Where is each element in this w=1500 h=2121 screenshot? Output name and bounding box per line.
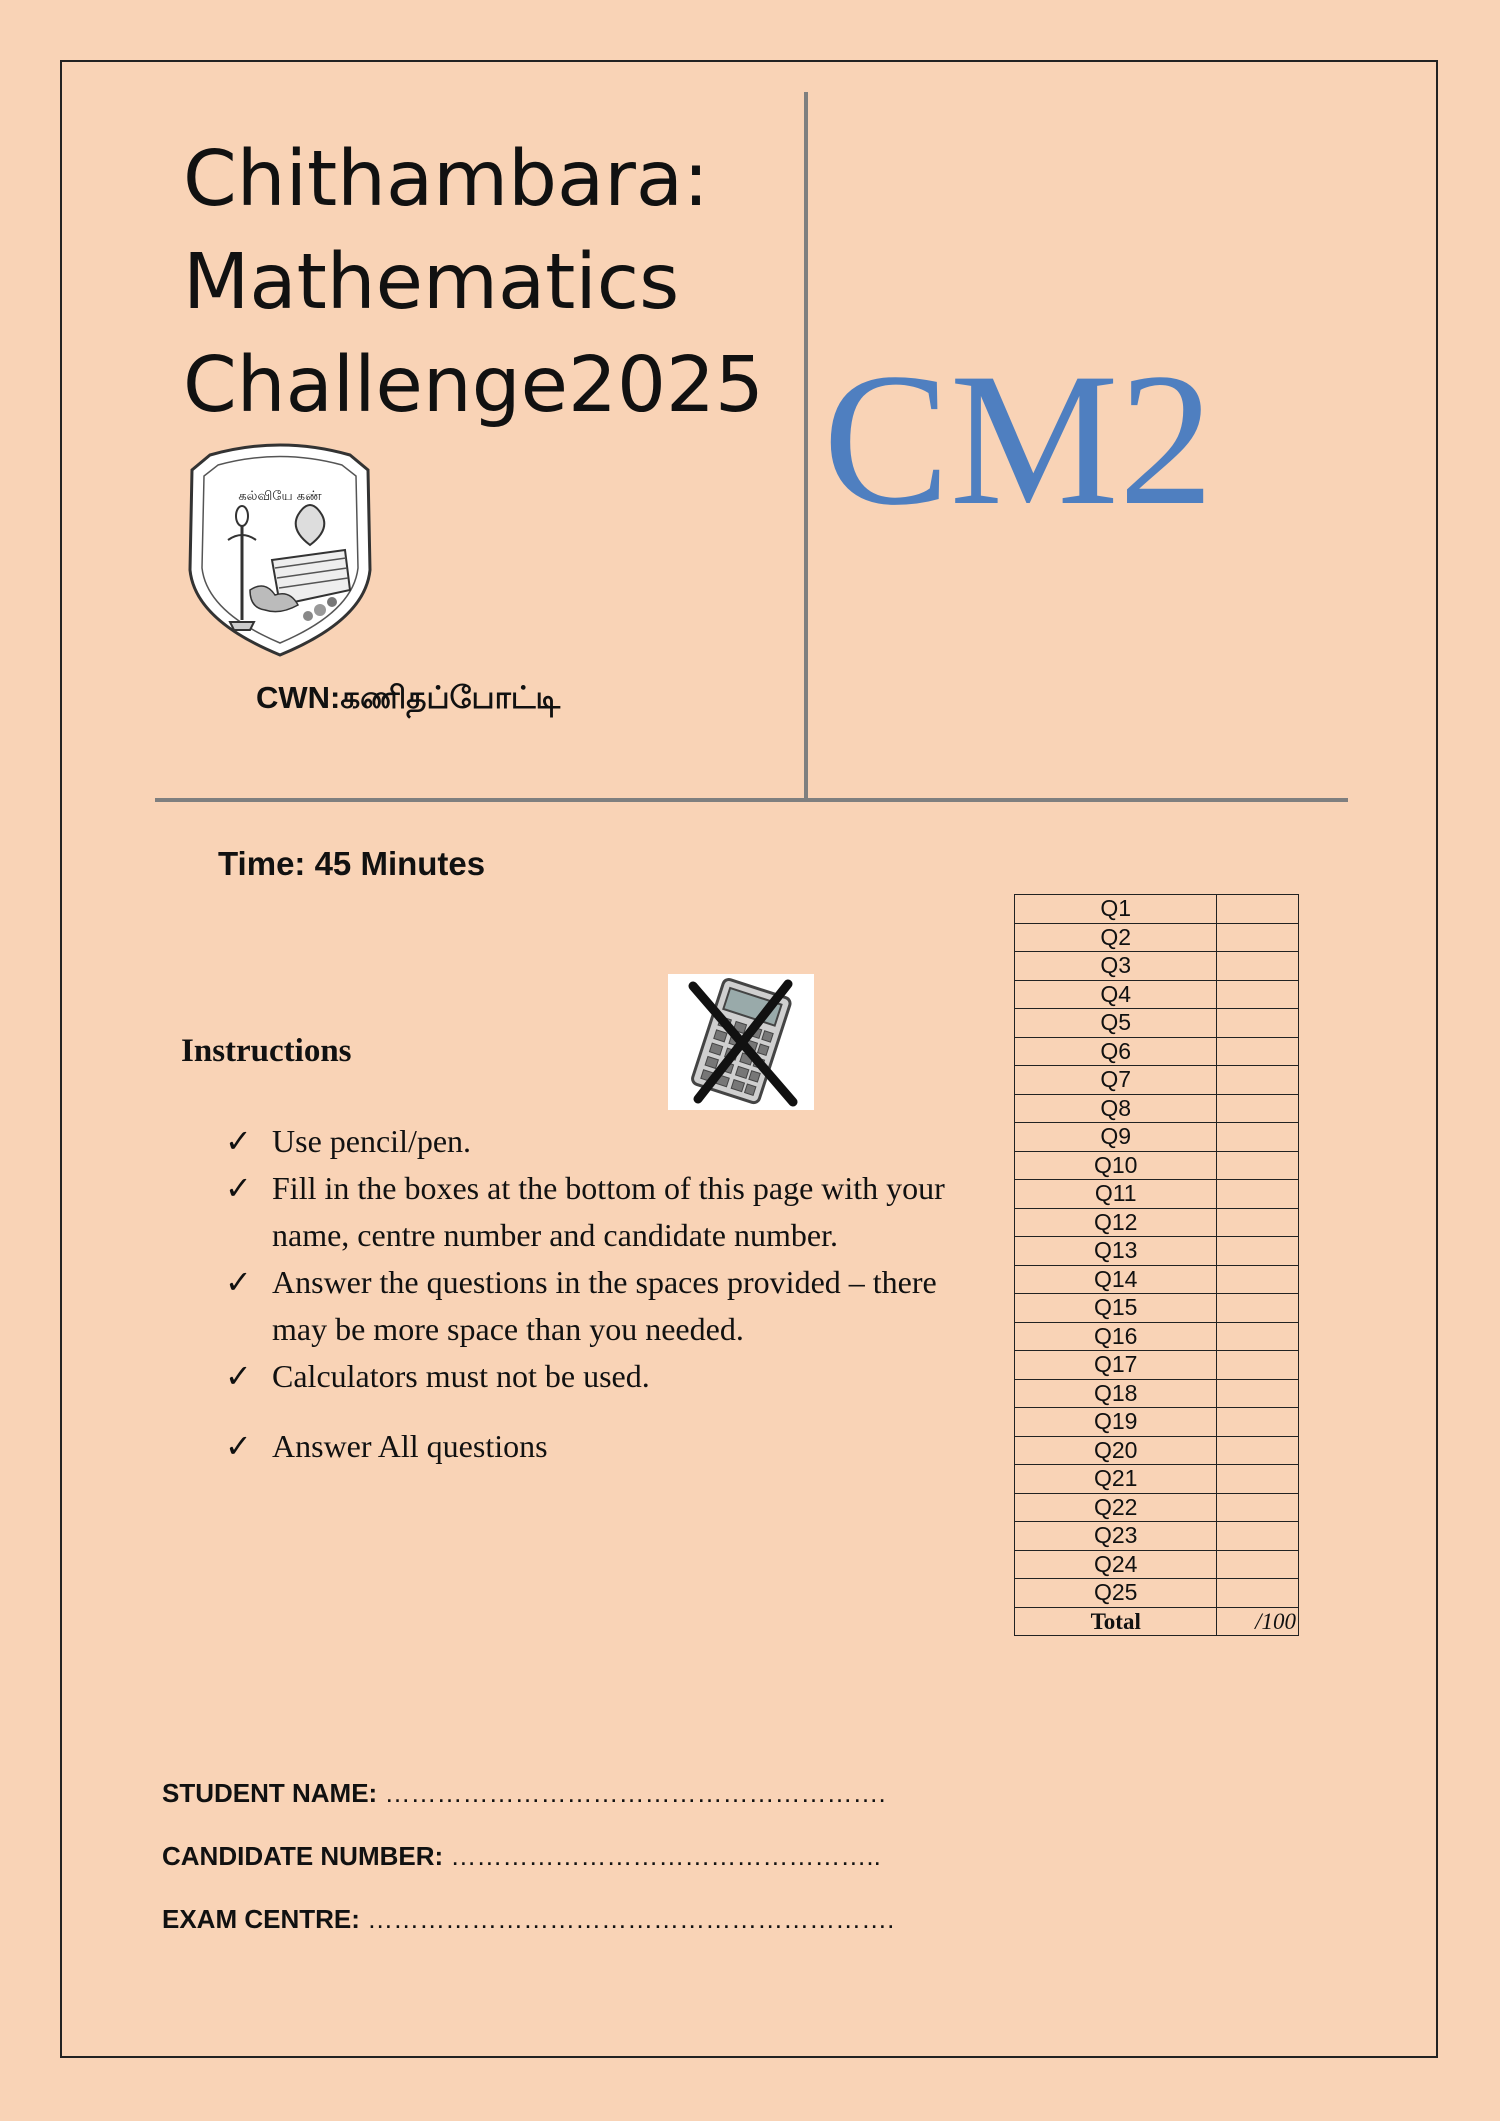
question-label: Q25 <box>1015 1579 1217 1608</box>
mark-cell[interactable] <box>1217 1265 1299 1294</box>
marks-row <box>1015 1465 1299 1494</box>
mark-cell[interactable] <box>1217 1094 1299 1123</box>
question-label: Q20 <box>1015 1436 1217 1465</box>
marks-row <box>1015 1094 1299 1123</box>
competition-subtitle: CWN:கணிதப்போட்டி <box>256 680 561 715</box>
student-name-field[interactable] <box>162 1778 894 1841</box>
instruction-text: Fill in the boxes at the bottom of this page with your name, centre number and candidate number. <box>272 1170 945 1253</box>
marks-row <box>1015 1237 1299 1266</box>
marks-row <box>1015 1294 1299 1323</box>
exam-centre-label: EXAM CENTRE: <box>162 1904 360 1934</box>
mark-cell[interactable] <box>1217 1066 1299 1095</box>
marks-row <box>1015 952 1299 981</box>
total-value[interactable]: /100 <box>1217 1607 1299 1636</box>
question-label: Q18 <box>1015 1379 1217 1408</box>
instruction-text: Calculators must not be used. <box>272 1358 650 1394</box>
mark-cell[interactable] <box>1217 923 1299 952</box>
mark-cell[interactable] <box>1217 1151 1299 1180</box>
time-allowed: Time: 45 Minutes <box>218 845 486 882</box>
question-label: Q13 <box>1015 1237 1217 1266</box>
marks-row <box>1015 1579 1299 1608</box>
mark-cell[interactable] <box>1217 1379 1299 1408</box>
mark-cell[interactable] <box>1217 1208 1299 1237</box>
question-label: Q10 <box>1015 1151 1217 1180</box>
marks-table <box>1014 894 1299 1636</box>
exam-title-line-1: Chithambara: <box>183 135 709 224</box>
marks-row <box>1015 1379 1299 1408</box>
exam-title-line-3: Challenge2025 <box>183 341 764 430</box>
instruction-text: Answer All questions <box>272 1428 548 1464</box>
mark-cell[interactable] <box>1217 1294 1299 1323</box>
question-label: Q8 <box>1015 1094 1217 1123</box>
marks-row <box>1015 1151 1299 1180</box>
mark-cell[interactable] <box>1217 1465 1299 1494</box>
question-label: Q15 <box>1015 1294 1217 1323</box>
exam-title <box>183 128 823 437</box>
marks-row <box>1015 1208 1299 1237</box>
mark-cell[interactable] <box>1217 1550 1299 1579</box>
question-label: Q1 <box>1015 895 1217 924</box>
marks-row <box>1015 1436 1299 1465</box>
check-icon: ✓ <box>225 1428 252 1464</box>
mark-cell[interactable] <box>1217 1322 1299 1351</box>
header-horizontal-divider <box>155 798 1348 802</box>
marks-row <box>1015 1265 1299 1294</box>
check-icon: ✓ <box>225 1170 252 1206</box>
mark-cell[interactable] <box>1217 1522 1299 1551</box>
mark-cell[interactable] <box>1217 1579 1299 1608</box>
mark-cell[interactable] <box>1217 1408 1299 1437</box>
marks-row <box>1015 980 1299 1009</box>
check-icon: ✓ <box>225 1123 252 1159</box>
candidate-number-field[interactable] <box>162 1841 894 1904</box>
marks-row <box>1015 1066 1299 1095</box>
instruction-text: Use pencil/pen. <box>272 1123 472 1159</box>
question-label: Q6 <box>1015 1037 1217 1066</box>
candidate-number-label: CANDIDATE NUMBER: <box>162 1841 444 1871</box>
crest-motto: கல்வியே கண் <box>238 489 322 504</box>
check-icon: ✓ <box>225 1264 252 1300</box>
question-label: Q12 <box>1015 1208 1217 1237</box>
marks-row <box>1015 1180 1299 1209</box>
candidate-details <box>162 1778 894 1967</box>
candidate-number-blank[interactable]: ………………………………………….. <box>450 1841 881 1871</box>
instructions-list <box>225 1118 945 1470</box>
marks-row <box>1015 1493 1299 1522</box>
total-label: Total <box>1015 1607 1217 1636</box>
paper-code: CM2 <box>823 335 1214 545</box>
mark-cell[interactable] <box>1217 1123 1299 1152</box>
marks-total-row <box>1015 1607 1299 1636</box>
check-icon: ✓ <box>225 1358 252 1394</box>
mark-cell[interactable] <box>1217 1180 1299 1209</box>
mark-cell[interactable] <box>1217 1351 1299 1380</box>
marks-row <box>1015 1123 1299 1152</box>
mark-cell[interactable] <box>1217 1493 1299 1522</box>
question-label: Q9 <box>1015 1123 1217 1152</box>
mark-cell[interactable] <box>1217 1037 1299 1066</box>
marks-row <box>1015 1009 1299 1038</box>
instruction-text: Answer the questions in the spaces provided – there may be more space than you needed. <box>272 1264 937 1347</box>
question-label: Q16 <box>1015 1322 1217 1351</box>
student-name-blank[interactable]: …………………………………………………. <box>384 1778 886 1808</box>
question-label: Q19 <box>1015 1408 1217 1437</box>
question-label: Q5 <box>1015 1009 1217 1038</box>
question-label: Q11 <box>1015 1180 1217 1209</box>
no-calculator-icon <box>668 974 814 1110</box>
instruction-item <box>225 1423 945 1470</box>
mark-cell[interactable] <box>1217 1436 1299 1465</box>
instruction-item <box>225 1353 945 1400</box>
instruction-item <box>225 1165 945 1259</box>
mark-cell[interactable] <box>1217 1237 1299 1266</box>
exam-centre-field[interactable] <box>162 1904 894 1967</box>
student-name-label: STUDENT NAME: <box>162 1778 378 1808</box>
question-label: Q14 <box>1015 1265 1217 1294</box>
marks-row <box>1015 1322 1299 1351</box>
exam-centre-blank[interactable]: ……………………………………………………. <box>367 1904 895 1934</box>
marks-row <box>1015 1037 1299 1066</box>
instruction-item <box>225 1259 945 1353</box>
question-label: Q23 <box>1015 1522 1217 1551</box>
question-label: Q3 <box>1015 952 1217 981</box>
marks-row <box>1015 1351 1299 1380</box>
instructions-heading: Instructions <box>181 1033 352 1069</box>
marks-row <box>1015 1522 1299 1551</box>
marks-row <box>1015 895 1299 924</box>
mark-cell[interactable] <box>1217 1009 1299 1038</box>
instruction-item <box>225 1118 945 1165</box>
question-label: Q22 <box>1015 1493 1217 1522</box>
question-label: Q24 <box>1015 1550 1217 1579</box>
question-label: Q21 <box>1015 1465 1217 1494</box>
question-label: Q17 <box>1015 1351 1217 1380</box>
question-label: Q4 <box>1015 980 1217 1009</box>
marks-table-body <box>1015 895 1299 1636</box>
question-label: Q7 <box>1015 1066 1217 1095</box>
marks-row <box>1015 1550 1299 1579</box>
marks-row <box>1015 1408 1299 1437</box>
exam-title-line-2: Mathematics <box>183 238 680 327</box>
question-label: Q2 <box>1015 923 1217 952</box>
school-crest-icon <box>180 440 380 662</box>
mark-cell[interactable] <box>1217 952 1299 981</box>
mark-cell[interactable] <box>1217 895 1299 924</box>
marks-row <box>1015 923 1299 952</box>
mark-cell[interactable] <box>1217 980 1299 1009</box>
